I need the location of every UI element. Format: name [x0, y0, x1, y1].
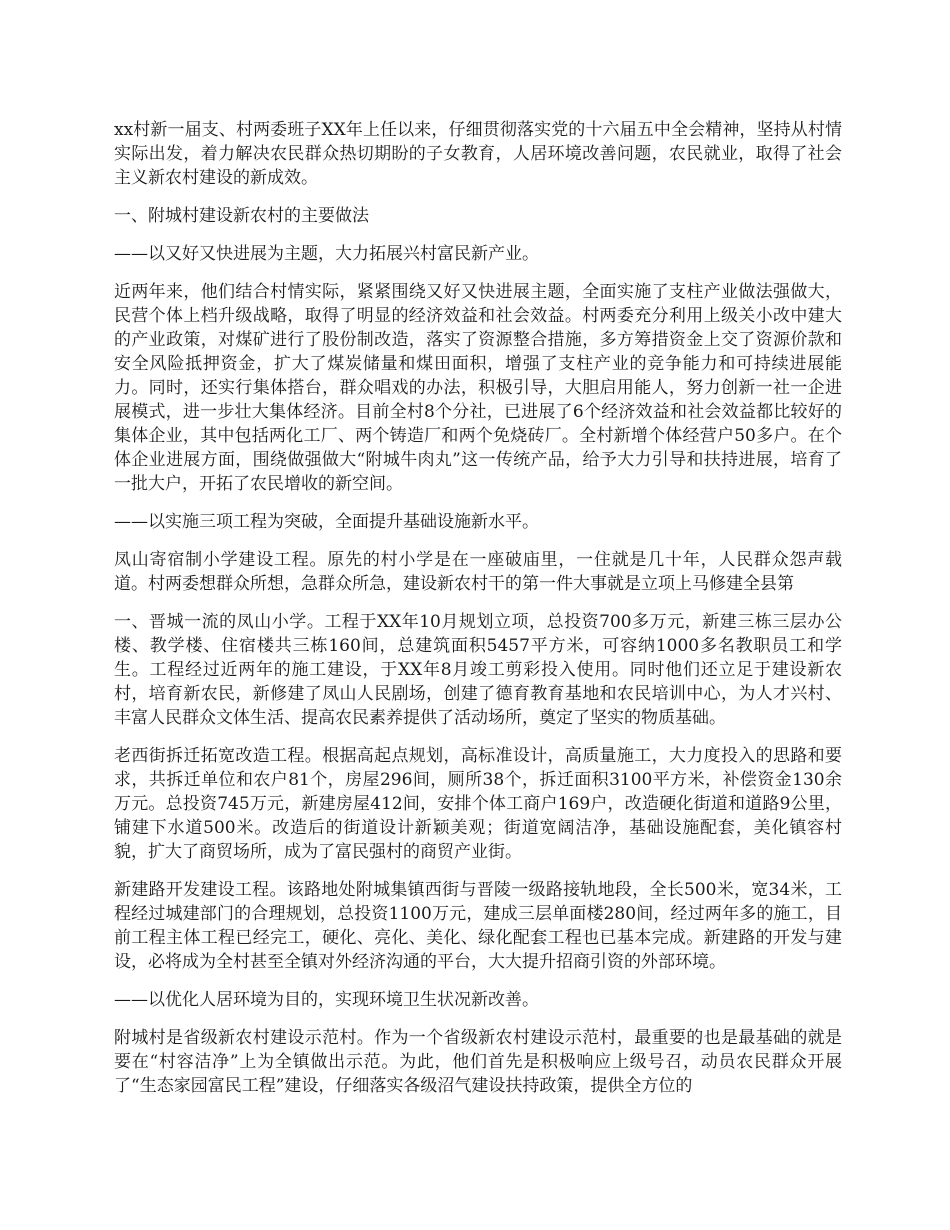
paragraph-school-project: 凤山寄宿制小学建设工程。原先的村小学是在一座破庙里，一住就是几十年，人民群众怨声载道。村两委想群众所想，急群众所急，建设新农村干的第一件大事就是立项上马修建全县第	[114, 550, 842, 594]
section-heading: 一、附城村建设新农村的主要做法	[114, 206, 369, 226]
subheading-environment: ——以优化人居环境为目的，实现环境卫生状况新改善。	[114, 990, 539, 1010]
document-body	[114, 118, 842, 1112]
paragraph-old-street: 老西街拆迁拓宽改造工程。根据高起点规划，高标准设计，高质量施工，大力度投入的思路和要求，共拆迁单位和农户81个，房屋296间，厕所38个，拆迁面积3100平方米，补偿资金130余万元。总投资745万元，新建房屋412间，安排个体工商户169户，改造硬化街道和道路9公里，铺建下水道500米。改造后的街道设计新颖美观；街道宽阔洁净，基础设施配套，美化镇容村貌，扩大了商贸场所，成为了富民强村的商贸产业街。	[114, 746, 842, 862]
paragraph-new-road: 新建路开发建设工程。该路地处附城集镇西街与晋陵一级路接轨地段，全长500米，宽34米，工程经过城建部门的合理规划，总投资1100万元，建成三层单面楼280间，经过两年多的施工，目前工程主体工程已经完工，硬化、亮化、美化、绿化配套工程也已基本完成。新建路的开发与建设，必将成为全村甚至全镇对外经济沟通的平台，大大提升招商引资的外部环境。	[114, 880, 842, 972]
paragraph-school-details: 一、晋城一流的凤山小学。工程于XX年10月规划立项，总投资700多万元，新建三栋三层办公楼、教学楼、住宿楼共三栋160间，总建筑面积5457平方米，可容纳1000多名教职员工和学生。工程经过近两年的施工建设，于XX年8月竣工剪彩投入使用。同时他们还立足于建设新农村，培育新农民，新修建了凤山人民剧场，创建了德育教育基地和农民培训中心，为人才兴村、丰富人民群众文体生活、提高农民素养提供了活动场所，奠定了坚实的物质基础。	[114, 612, 842, 728]
paragraph-intro: xx村新一届支、村两委班子XX年上任以来，仔细贯彻落实党的十六届五中全会精神，坚持从村情实际出发，着力解决农民群众热切期盼的子女教育，人居环境改善问题，农民就业，取得了社会主义新农村建设的新成效。	[114, 120, 842, 188]
paragraph-environment: 附城村是省级新农村建设示范村。作为一个省级新农村建设示范村，最重要的也是最基础的就是要在“村容洁净”上为全镇做出示范。为此，他们首先是积极响应上级号召，动员农民群众开展了“生态家园富民工程”建设，仔细落实各级沼气建设扶持政策，提供全方位的	[114, 1028, 842, 1096]
subheading-industry: ——以又好又快进展为主题，大力拓展兴村富民新产业。	[114, 244, 539, 264]
paragraph-industry: 近两年来，他们结合村情实际，紧紧围绕又好又快进展主题，全面实施了支柱产业做法强做大，民营个体上档升级战略，取得了明显的经济效益和社会效益。村两委充分利用上级关小改中建大的产业政策，对煤矿进行了股份制改造，落实了资源整合措施，多方筹措资金上交了资源价款和安全风险抵押资金，扩大了煤炭储量和煤田面积，增强了支柱产业的竞争能力和可持续进展能力。同时，还实行集体搭台，群众唱戏的办法，积极引导，大胆启用能人，努力创新一社一企进展模式，进一步壮大集体经济。目前全村8个分社，已进展了6个经济效益和社会效益都比较好的集体企业，其中包括两化工厂、两个铸造厂和两个免烧砖厂。全村新增个体经营户50多户。在个体企业进展方面，围绕做强做大“附城牛肉丸”这一传统产品，给予大力引导和扶持进展，培育了一批大户，开拓了农民增收的新空间。	[114, 282, 842, 494]
subheading-infrastructure: ——以实施三项工程为突破，全面提升基础设施新水平。	[114, 512, 539, 532]
